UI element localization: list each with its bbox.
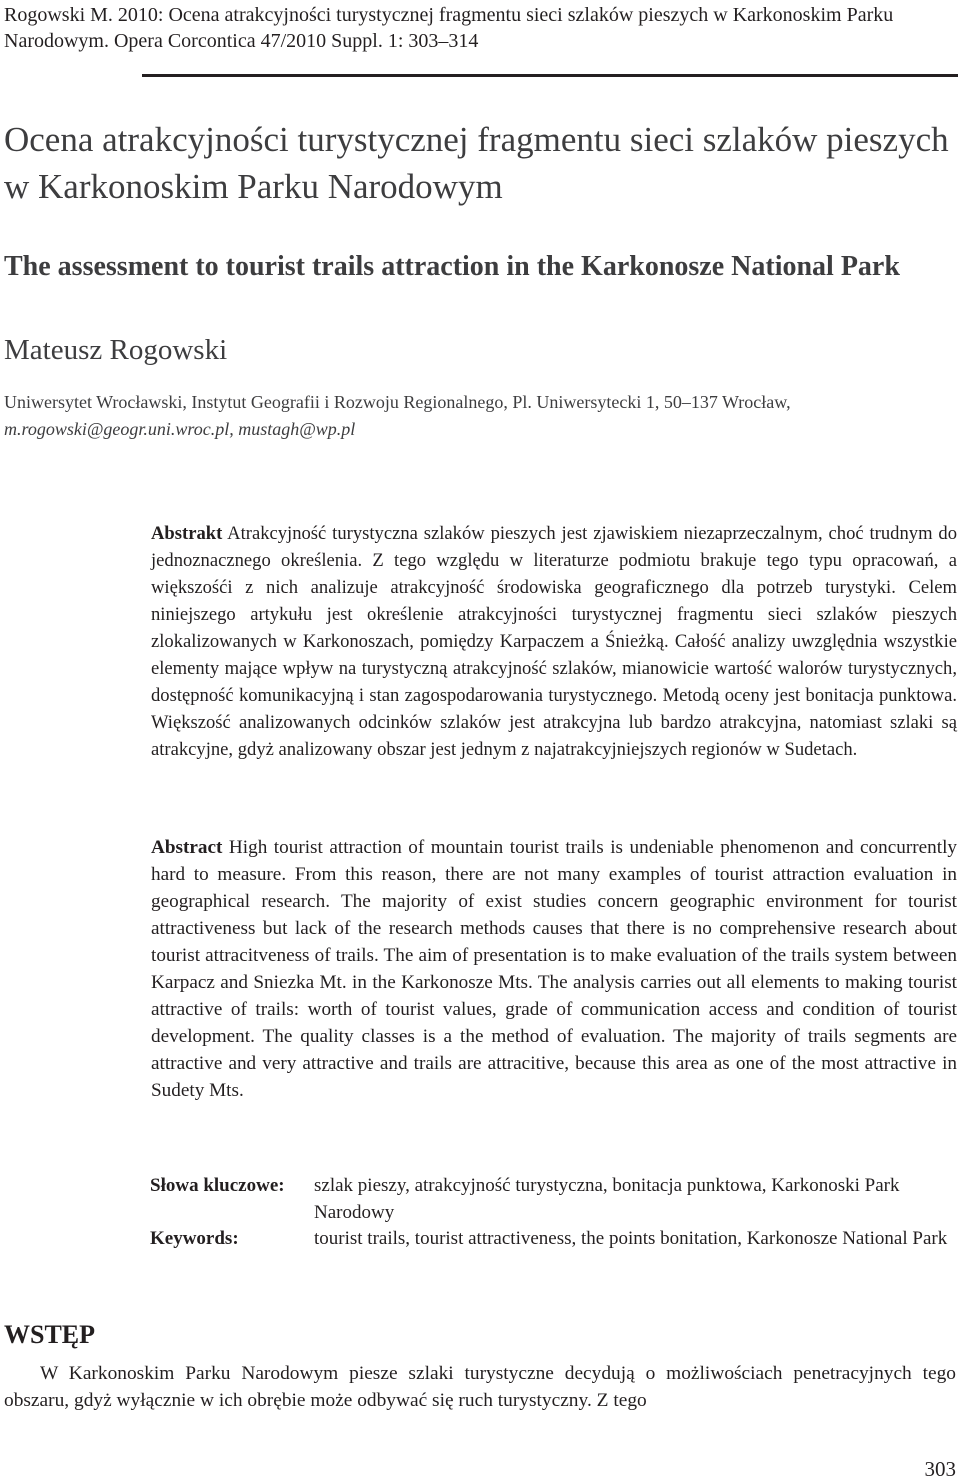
- abstract-english: [151, 834, 957, 1104]
- abstract-polish: [151, 520, 957, 763]
- article-title: Ocena atrakcyjności turystycznej fragmentu sieci szlaków pieszych w Karkonoskim Parku Narodowym: [4, 120, 949, 206]
- author-name: Mateusz Rogowski: [4, 334, 228, 366]
- abstract-polish-label: Abstrakt: [151, 523, 223, 544]
- section-heading: WSTĘP: [4, 1320, 96, 1349]
- author-emails: m.rogowski@geogr.uni.wroc.pl, mustagh@wp.pl: [4, 419, 356, 439]
- abstract-english-label: Abstract: [151, 837, 223, 858]
- keywords-polish-label: Słowa kluczowe:: [150, 1175, 285, 1196]
- affiliation-text: Uniwersytet Wrocławski, Instytut Geografii i Rozwoju Regionalnego, Pl. Uniwersytecki 1, 50–137 Wrocław,: [4, 392, 791, 412]
- section-paragraph: W Karkonoskim Parku Narodowym piesze szlaki turystyczne decydują o możliwościach penetracyjnych tego obszaru, gdyż wyłącznie w ich obrębie może odbywać się ruch turystyczny. Z tego: [4, 1363, 956, 1411]
- abstract-english-text: High tourist attraction of mountain tourist trails is undeniable phenomenon and concurrently hard to measure. From this reason, there are not many examples of tourist attraction evaluation in geographical research. The majority of exist studies concern geographic environment for tourist attractiveness but lack of the research methods causes that there is no comprehensive research about tourist attracitveness of trails. The aim of presentation is to make evaluation of the trails system between Karpacz and Sniezka Mt. in the Karkonosze Mts. The analysis carries out all elements to making tourist attractive of trails: worth of tourist values, grade of communication access and condition of tourist development. The quality classes is a the method of evaluation. The majority of trails segments are attractive and very attractive and trails are attracitive, because this area as one of the most attractive in Sudety Mts.: [151, 837, 958, 1101]
- header-rule: [142, 74, 958, 77]
- article-subtitle: The assessment to tourist trails attraction in the Karkonosze National Park: [4, 251, 900, 282]
- abstract-polish-text: Atrakcyjność turystyczna szlaków pieszych jest zjawiskiem niezaprzeczalnym, choć trudnym do jednoznacznego określenia. Z tego względu w literaturze podmiotu brakuje tego typu opracowań, a większośći z nich analizuje atrakcyjność środowiska geograficznego dla potrzeb turystyki. Celem niniejszego artykułu jest określenie atrakcyjności turystycznej fragmentu sieci szlaków pieszych zlokalizowanych w Karkonoszach, pomiędzy Karpaczem a Śnieżką. Całość analizy uwzględnia wszystkie elementy mające wpływ na turystyczną atrakcyjność szlaków, mianowicie wartość walorów turystycznych, dostępność komunikacyjną i stan zagospodarowania turystycznego. Metodą oceny jest bonitacja punktowa. Większość analizowanych odcinków szlaków jest atrakcyjna lub bardzo atrakcyjna, natomiast szlaki są atrakcyjne, gdyż analizowany obszar jest jednym z najatrakcyjniejszych regionów w Sudetach.: [151, 523, 958, 760]
- page-number: 303: [924, 1457, 956, 1481]
- keywords-english-label: Keywords:: [150, 1228, 239, 1249]
- citation-header: Rogowski M. 2010: Ocena atrakcyjności turystycznej fragmentu sieci szlaków pieszych w Karkonoskim Parku Narodowym. Opera Corcontica 47/2010 Suppl. 1: 303–314: [4, 4, 894, 52]
- affiliation: [4, 389, 954, 443]
- keywords-polish-value: szlak pieszy, atrakcyjność turystyczna, bonitacja punktowa, Karkonoski Park Narodowy: [314, 1175, 900, 1223]
- keywords-english-value: tourist trails, tourist attractiveness, the points bonitation, Karkonosze National Park: [314, 1228, 948, 1249]
